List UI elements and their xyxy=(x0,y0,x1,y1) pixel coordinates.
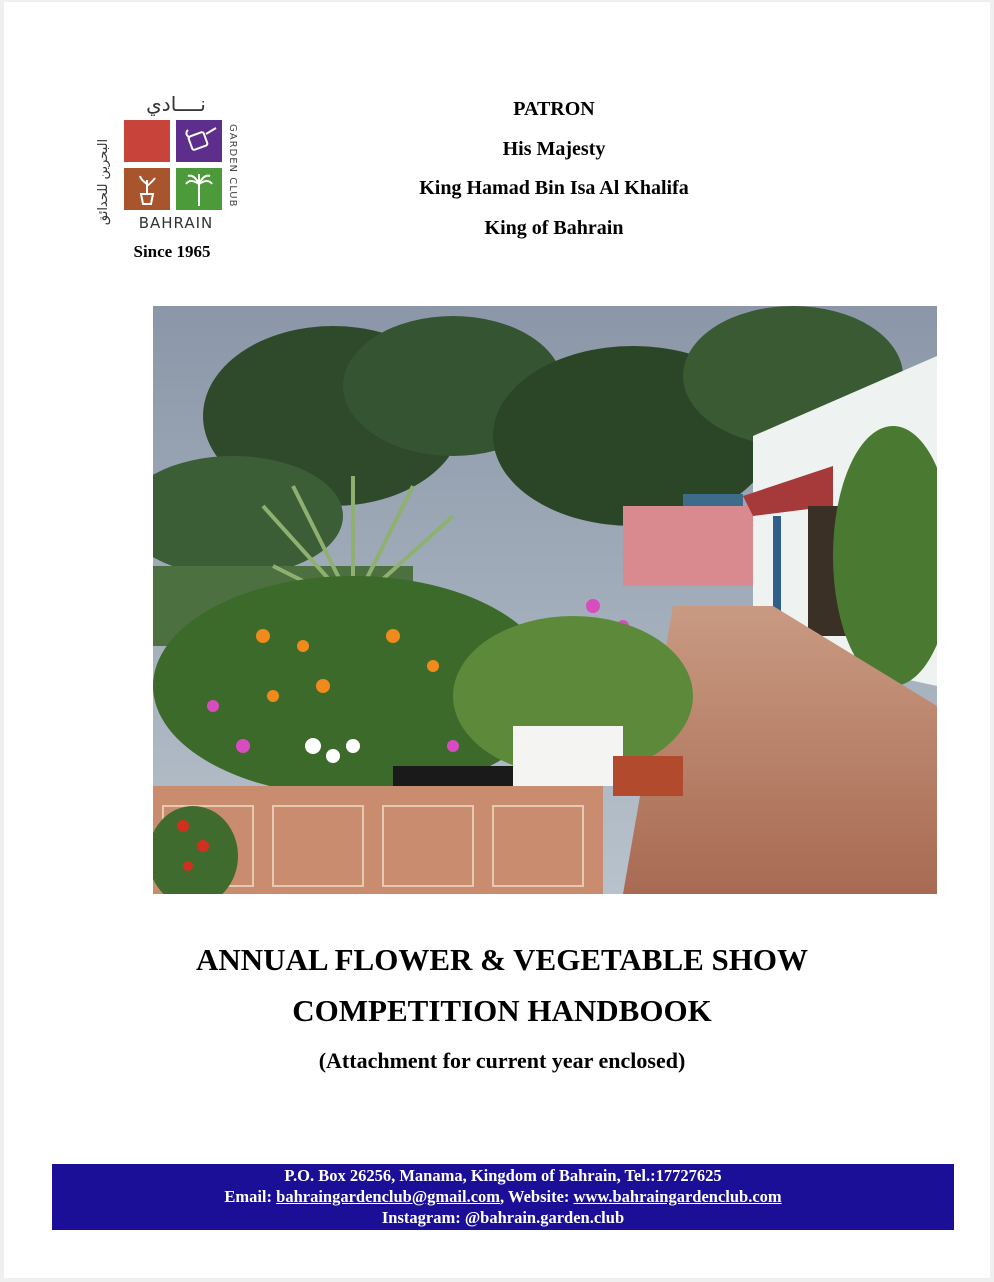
logo-side-text: GARDEN CLUB xyxy=(227,124,238,208)
patron-block xyxy=(304,90,804,248)
patron-heading: PATRON xyxy=(513,98,595,120)
patron-line-1: His Majesty xyxy=(502,137,606,160)
footer-contact-line xyxy=(52,1186,954,1207)
logo-arabic-top: نــــادي xyxy=(146,92,206,116)
title-line-2: COMPETITION HANDBOOK xyxy=(292,993,712,1028)
bahrain-garden-club-logo xyxy=(96,92,248,244)
watering-can-icon xyxy=(176,120,222,162)
title-line-1: ANNUAL FLOWER & VEGETABLE SHOW xyxy=(195,942,809,977)
email-link[interactable]: bahraingardenclub@gmail.com xyxy=(276,1187,501,1206)
patron-line-3: King of Bahrain xyxy=(484,216,624,239)
document-page xyxy=(4,2,990,1278)
palm-tree-icon xyxy=(176,168,222,210)
contact-footer xyxy=(52,1164,954,1230)
logo-word: BAHRAIN xyxy=(138,214,214,232)
footer-address: P.O. Box 26256, Manama, Kingdom of Bahrain, Tel.:17727625 xyxy=(284,1166,722,1185)
since-year: Since 1965 xyxy=(133,242,211,261)
garden-photo xyxy=(153,306,937,894)
logo-arabic-side: البحرين للحدائق xyxy=(96,138,111,226)
patron-line-2: King Hamad Bin Isa Al Khalifa xyxy=(419,177,689,199)
website-label: , Website: xyxy=(500,1187,574,1206)
footer-instagram: Instagram: @bahrain.garden.club xyxy=(381,1208,625,1227)
logo-tile-red xyxy=(124,120,170,162)
document-title xyxy=(104,938,900,1082)
potted-plant-icon xyxy=(124,168,170,210)
website-link[interactable]: www.bahraingardenclub.com xyxy=(573,1187,782,1206)
email-label: Email: xyxy=(224,1187,277,1206)
title-line-3: (Attachment for current year enclosed) xyxy=(318,1048,686,1073)
